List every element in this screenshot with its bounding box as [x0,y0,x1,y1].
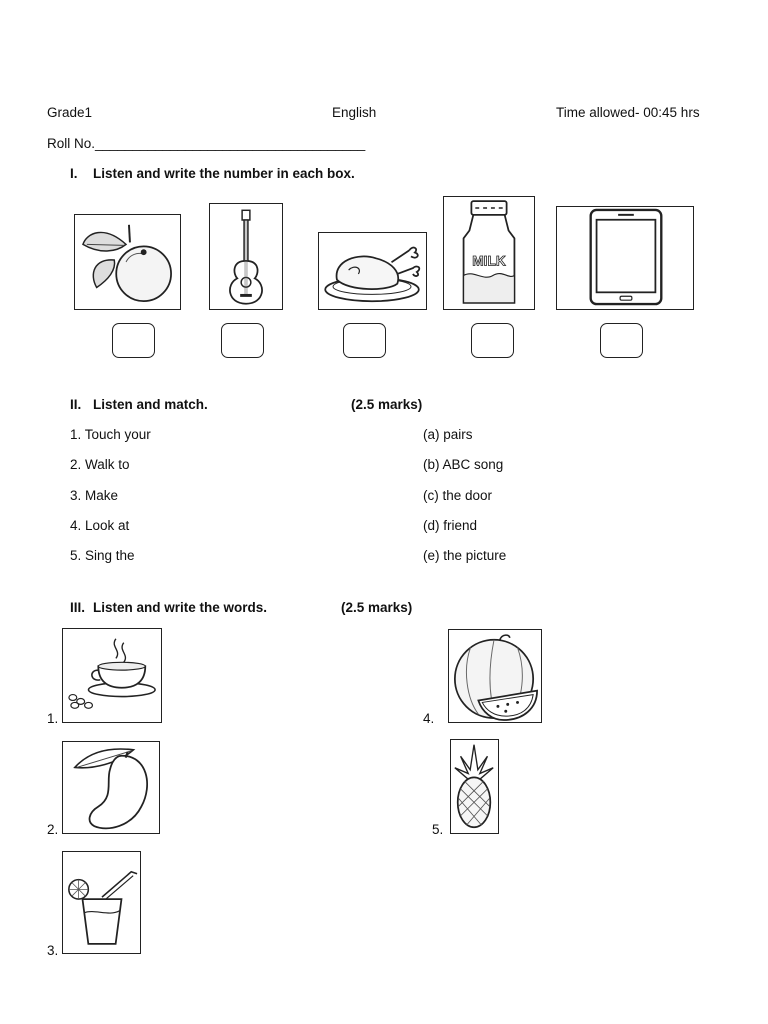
tea-cup-icon [63,629,161,722]
word-item-number-2: 2. [47,822,59,837]
section-2-numeral: II. [70,397,82,412]
section-2-marks: (2.5 marks) [351,397,423,412]
mango-picture [62,741,160,834]
match-left-4: 4. Look at [70,518,130,533]
juice-glass-icon [63,852,140,953]
guava-picture [74,214,181,310]
tablet-icon [557,207,693,309]
match-right-e: (e) the picture [423,548,507,563]
answer-box-3[interactable] [343,323,386,358]
match-right-c: (c) the door [423,488,493,503]
watermelon-picture [448,629,542,723]
section-3-title: Listen and write the words. [93,600,268,615]
guava-icon [75,215,180,309]
juice-picture [62,851,141,954]
section-3-numeral: III. [70,600,86,615]
roast-chicken-icon [319,233,426,309]
grade-label: Grade1 [47,105,93,120]
section-1-numeral: I. [70,166,78,181]
time-allowed-label: Time allowed- 00:45 hrs [556,105,700,120]
tablet-picture [556,206,694,310]
match-left-5: 5. Sing the [70,548,135,563]
watermelon-icon [449,630,541,722]
section-2-title: Listen and match. [93,397,208,412]
pineapple-picture [450,739,499,834]
guitar-icon [210,204,282,309]
word-item-number-5: 5. [432,822,444,837]
word-item-number-1: 1. [47,711,59,726]
section-3-marks: (2.5 marks) [341,600,413,615]
chicken-picture [318,232,427,310]
match-left-1: 1. Touch your [70,427,151,442]
pineapple-icon [451,740,498,833]
match-left-2: 2. Walk to [70,457,130,472]
answer-box-5[interactable] [600,323,643,358]
milk-bottle-icon [444,197,534,309]
subject-label: English [332,105,377,120]
mango-icon [63,742,159,833]
milk-label: MILK [472,253,506,269]
guitar-picture [209,203,283,310]
match-right-a: (a) pairs [423,427,473,442]
milk-picture [443,196,535,310]
answer-box-4[interactable] [471,323,514,358]
section-1-title: Listen and write the number in each box. [93,166,355,181]
answer-box-2[interactable] [221,323,264,358]
match-left-3: 3. Make [70,488,119,503]
word-item-number-3: 3. [47,943,59,958]
tea-picture [62,628,162,723]
match-right-b: (b) ABC song [423,457,504,472]
answer-box-1[interactable] [112,323,155,358]
roll-no-line: Roll No.____________________________________ [47,136,366,151]
word-item-number-4: 4. [423,711,435,726]
match-right-d: (d) friend [423,518,478,533]
